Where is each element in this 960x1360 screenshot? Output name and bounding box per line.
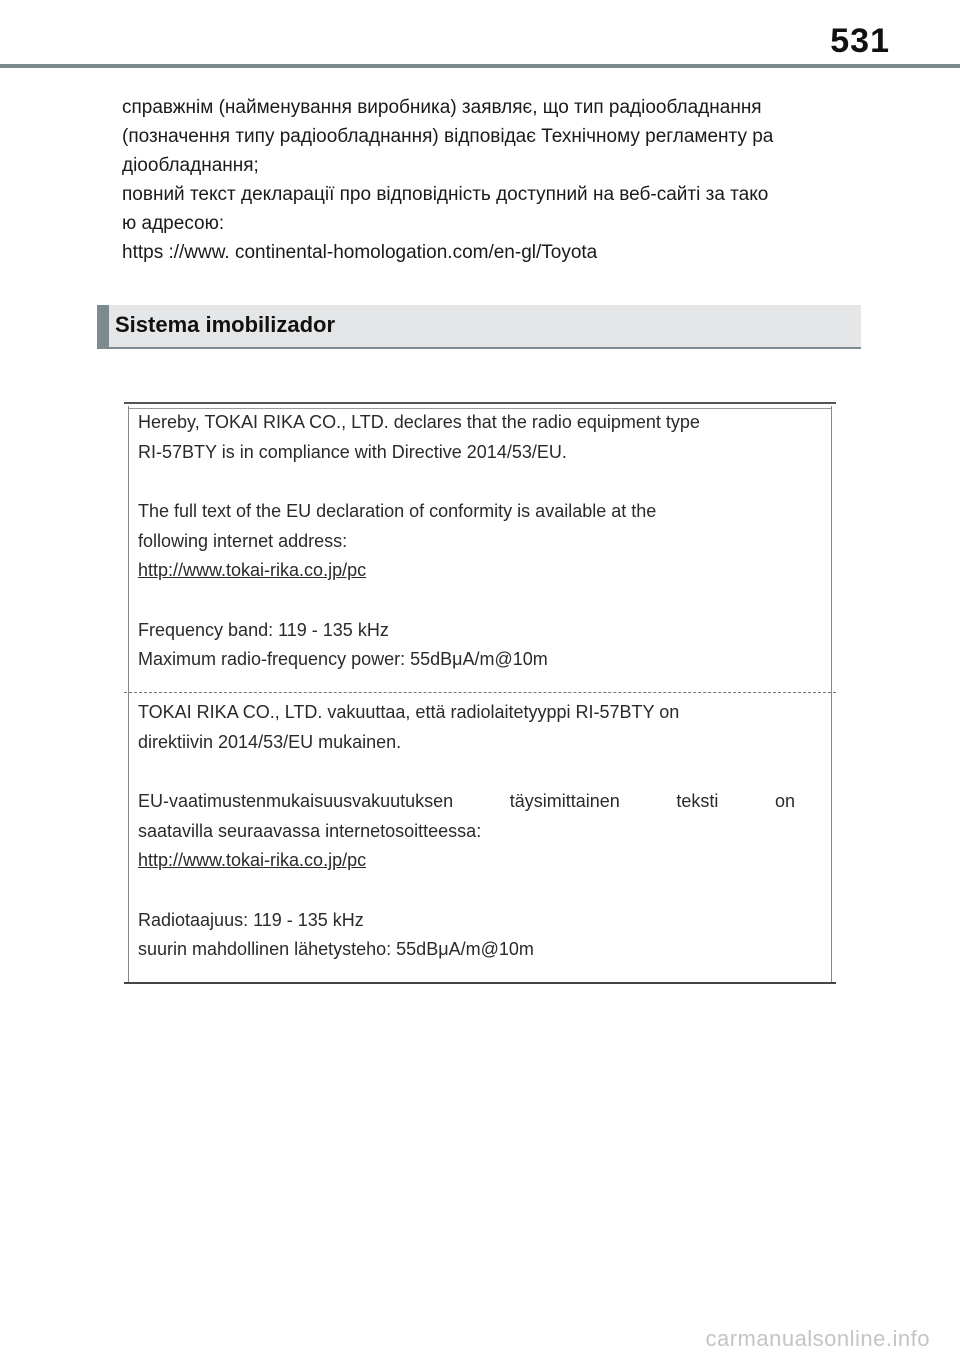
page-number: 531 [830,22,890,60]
fi-frequency: Radiotaajuus: 119 - 135 kHz [138,909,364,930]
en-frequency: Frequency band: 119 - 135 kHz [138,619,389,640]
section-title: Sistema imobilizador [115,312,336,337]
declaration-finnish [138,698,823,965]
fi-line: saatavilla seuraavassa internetosoitteessa: [138,820,482,841]
box-border-bottom [124,982,836,984]
fi-line: direktiivin 2014/53/EU mukainen. [138,731,402,752]
dashed-divider [124,692,836,693]
intro-paragraph [122,93,842,267]
box-border-top [124,402,836,404]
intro-line: (позначення типу радіообладнання) відповідає Технічному регламенту ра [122,126,774,147]
box-border-right [831,406,832,984]
box-border-left [128,406,129,984]
en-line: RI-57BTY is in compliance with Directive 2014/53/EU. [138,441,567,462]
intro-url: https ://www. continental-homologation.com/en-gl/Toyota [122,242,598,263]
fi-url-link[interactable]: http://www.tokai-rika.co.jp/pc [138,850,367,870]
fi-line: TOKAI RIKA CO., LTD. vakuuttaa, että radiolaitetyyppi RI-57BTY on [138,702,680,722]
declaration-english [138,408,823,675]
fi-word: EU-vaatimustenmukaisuusvakuutuksen [138,791,454,811]
en-url-link[interactable]: http://www.tokai-rika.co.jp/pc [138,560,367,580]
section-heading [97,305,861,349]
intro-line: ю адресою: [122,213,225,234]
en-line: The full text of the EU declaration of conformity is available at the [138,501,657,521]
section-heading-bar [97,305,109,349]
watermark: carmanualsonline.info [705,1326,930,1351]
en-line: following internet address: [138,530,348,551]
en-line: Hereby, TOKAI RIKA CO., LTD. declares that the radio equipment type [138,412,700,432]
fi-justified-line [138,787,795,817]
fi-power: suurin mahdollinen lähetysteho: 55dBμA/m@10m [138,939,534,959]
header-rule [0,64,960,68]
intro-line: справжнім (найменування виробника) заявляє, що тип радіообладнання [122,97,762,118]
intro-line: діообладнання; [122,155,259,176]
en-power: Maximum radio-frequency power: 55dBμA/m@10m [138,649,548,669]
declaration-box [124,402,836,984]
fi-word: on [774,791,795,811]
fi-word: täysimittainen [509,791,620,811]
fi-word: teksti [676,791,719,811]
intro-line: повний текст декларації про відповідність доступний на веб-сайті за тако [122,184,769,205]
